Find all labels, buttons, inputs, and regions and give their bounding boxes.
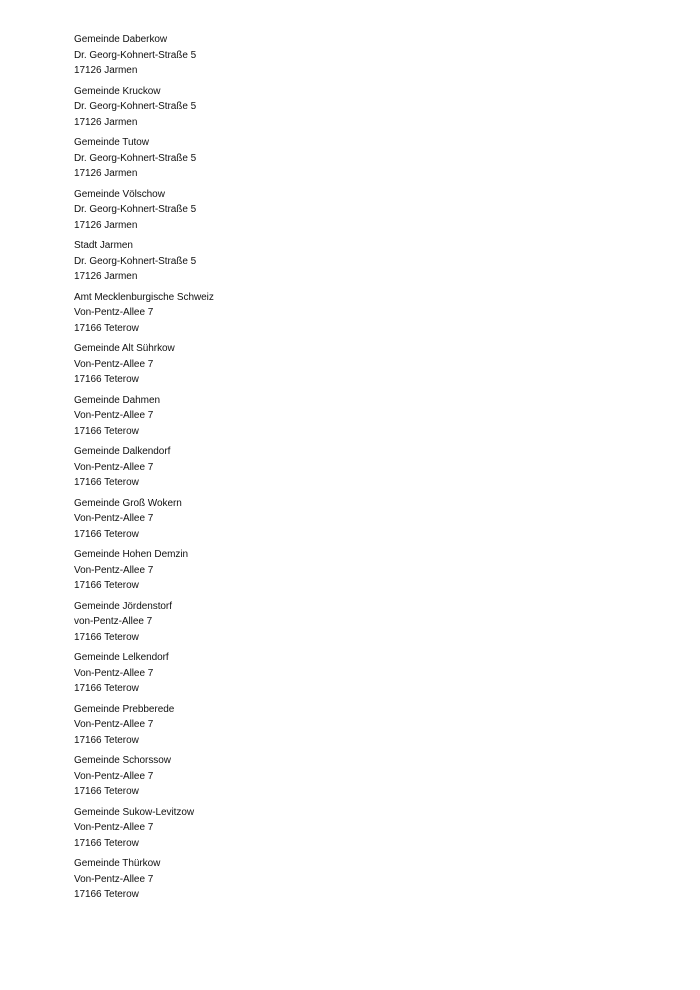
address-entry (74, 84, 674, 136)
street-address: Von-Pentz-Allee 7 (74, 873, 154, 885)
street-address: Von-Pentz-Allee 7 (74, 822, 154, 833)
recipient-name: Gemeinde Alt Sührkow (74, 343, 175, 354)
street-address: Von-Pentz-Allee 7 (74, 461, 154, 473)
recipient-name: Gemeinde Schorssow (74, 755, 171, 766)
recipient-name: Stadt Jarmen (74, 240, 133, 251)
postal-city: 17126 Jarmen (74, 219, 138, 231)
postal-city: 17166 Teterow (74, 425, 139, 437)
street-address: Von-Pentz-Allee 7 (74, 513, 154, 524)
street-address: Dr. Georg-Kohnert-Straße 5 (74, 101, 197, 112)
postal-city: 17166 Teterow (74, 786, 139, 797)
street-address: Von-Pentz-Allee 7 (74, 564, 154, 576)
street-address: Dr. Georg-Kohnert-Straße 5 (74, 255, 197, 267)
postal-city: 17166 Teterow (74, 837, 139, 849)
address-entry (74, 753, 674, 805)
street-address: Von-Pentz-Allee 7 (74, 770, 154, 782)
street-address: Von-Pentz-Allee 7 (74, 667, 154, 679)
postal-city: 17166 Teterow (74, 580, 139, 591)
postal-city: 17126 Jarmen (74, 116, 138, 128)
recipient-name: Gemeinde Jördenstorf (74, 600, 172, 612)
address-entry (74, 650, 674, 702)
address-entry (74, 805, 674, 857)
recipient-name: Gemeinde Tutow (74, 137, 149, 148)
street-address: Von-Pentz-Allee 7 (74, 410, 154, 421)
postal-city: 17166 Teterow (74, 631, 139, 643)
recipient-name: Gemeinde Dalkendorf (74, 446, 171, 457)
address-entry (74, 341, 674, 393)
recipient-name: Gemeinde Kruckow (74, 85, 161, 97)
address-entry (74, 393, 674, 445)
recipient-name: Gemeinde Groß Wokern (74, 497, 182, 509)
address-entry (74, 187, 674, 239)
street-address: Dr. Georg-Kohnert-Straße 5 (74, 152, 197, 164)
postal-city: 17126 Jarmen (74, 271, 138, 282)
postal-city: 17166 Teterow (74, 889, 139, 900)
street-address: von-Pentz-Allee 7 (74, 616, 153, 627)
address-entry (74, 496, 674, 548)
address-entry (74, 444, 674, 496)
street-address: Von-Pentz-Allee 7 (74, 358, 154, 370)
street-address: Dr. Georg-Kohnert-Straße 5 (74, 204, 197, 215)
address-entry (74, 290, 674, 342)
postal-city: 17166 Teterow (74, 477, 139, 488)
recipient-name: Amt Mecklenburgische Schweiz (74, 291, 214, 303)
postal-city: 17166 Teterow (74, 734, 139, 746)
street-address: Von-Pentz-Allee 7 (74, 307, 154, 318)
recipient-name: Gemeinde Daberkow (74, 34, 168, 45)
address-entry (74, 547, 674, 599)
recipient-name: Gemeinde Sukow-Levitzow (74, 806, 195, 818)
postal-city: 17126 Jarmen (74, 168, 138, 179)
recipient-name: Gemeinde Thürkow (74, 858, 161, 869)
postal-city: 17166 Teterow (74, 528, 139, 540)
postal-city: 17166 Teterow (74, 683, 139, 694)
address-entry (74, 702, 674, 754)
recipient-name: Gemeinde Prebberede (74, 703, 175, 715)
postal-city: 17126 Jarmen (74, 65, 138, 76)
address-entry (74, 238, 674, 290)
postal-city: 17166 Teterow (74, 322, 139, 334)
street-address: Von-Pentz-Allee 7 (74, 719, 154, 730)
address-entry (74, 599, 674, 651)
recipient-name: Gemeinde Lelkendorf (74, 652, 169, 663)
address-list (74, 32, 674, 908)
address-entry (74, 32, 674, 84)
address-entry (74, 856, 674, 908)
recipient-name: Gemeinde Völschow (74, 188, 165, 200)
recipient-name: Gemeinde Dahmen (74, 394, 160, 406)
recipient-name: Gemeinde Hohen Demzin (74, 549, 189, 560)
address-entry (74, 135, 674, 187)
postal-city: 17166 Teterow (74, 374, 139, 385)
street-address: Dr. Georg-Kohnert-Straße 5 (74, 49, 197, 61)
